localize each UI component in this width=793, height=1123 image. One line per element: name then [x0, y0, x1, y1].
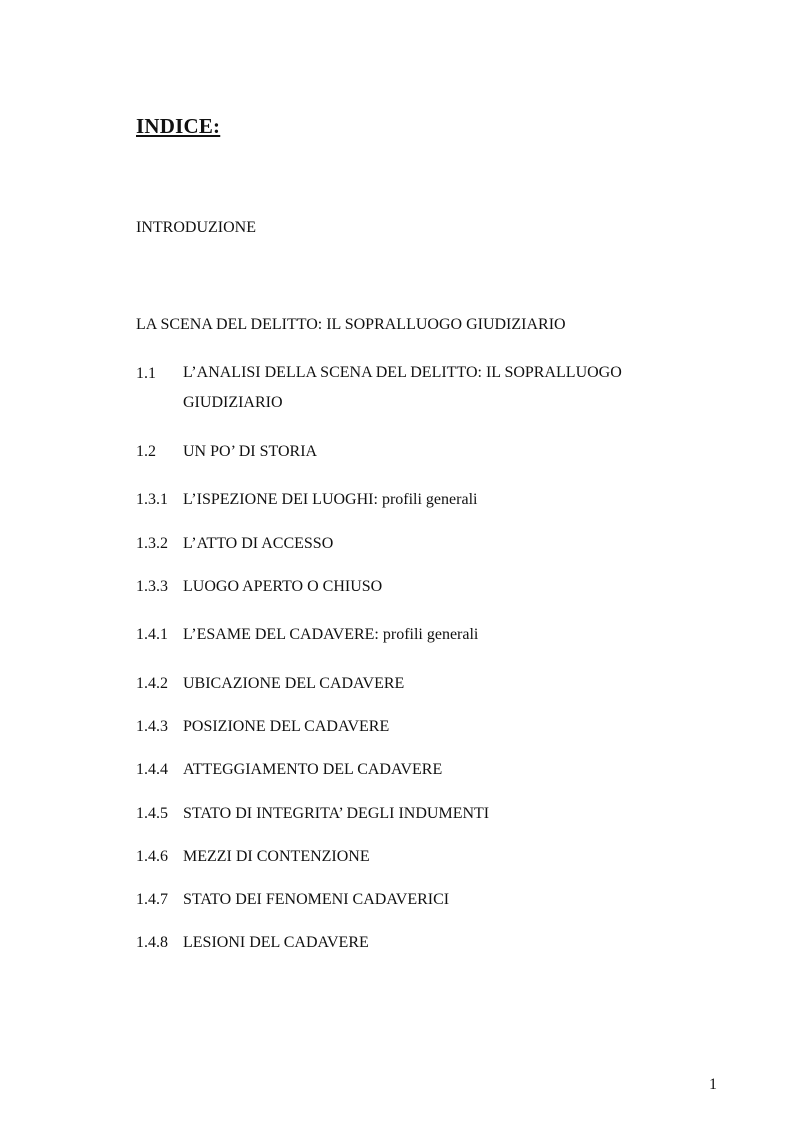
toc-entry-number: 1.3.2: [136, 535, 168, 552]
toc-entry-title: L’ISPEZIONE DEI LUOGHI: profili generali: [183, 491, 478, 508]
toc-entry-title: ATTEGGIAMENTO DEL CADAVERE: [183, 761, 443, 778]
toc-entry-number: 1.1: [136, 365, 156, 382]
toc-entry-number: 1.4.6: [136, 848, 168, 865]
toc-entry-number: 1.4.3: [136, 718, 168, 735]
toc-entry-title: UBICAZIONE DEL CADAVERE: [183, 675, 405, 692]
toc-entry-title-line2: GIUDIZIARIO: [183, 394, 283, 411]
toc-entry-number: 1.4.8: [136, 934, 168, 951]
toc-entry-title: UN PO’ DI STORIA: [183, 443, 318, 460]
toc-entry-title: STATO DI INTEGRITA’ DEGLI INDUMENTI: [183, 805, 490, 822]
page-number: 1: [709, 1076, 717, 1093]
toc-entry-number: 1.4.1: [136, 626, 168, 643]
toc-entry-number: 1.4.2: [136, 675, 168, 692]
toc-entry-number: 1.3.1: [136, 491, 168, 508]
toc-entry-title-line1: L’ANALISI DELLA SCENA DEL DELITTO: IL SOPRALLUOGO: [183, 364, 622, 381]
toc-entry-number: 1.4.7: [136, 891, 168, 908]
toc-entry-title: LESIONI DEL CADAVERE: [183, 934, 369, 951]
page-title: INDICE:: [136, 114, 221, 138]
toc-entry-number: 1.4.5: [136, 805, 168, 822]
toc-entry-title: L’ATTO DI ACCESSO: [183, 535, 334, 552]
toc-entry-number: 1.3.3: [136, 578, 168, 595]
toc-entry-title: MEZZI DI CONTENZIONE: [183, 848, 370, 865]
toc-entry-title: LUOGO APERTO O CHIUSO: [183, 578, 383, 595]
toc-introduction: INTRODUZIONE: [136, 219, 256, 236]
toc-entry-title: POSIZIONE DEL CADAVERE: [183, 718, 390, 735]
toc-entry-number: 1.2: [136, 443, 156, 460]
toc-entry-title: [183, 358, 622, 418]
toc-entry-title: L’ESAME DEL CADAVERE: profili generali: [183, 626, 479, 643]
toc-chapter-heading: LA SCENA DEL DELITTO: IL SOPRALLUOGO GIUDIZIARIO: [136, 316, 566, 333]
toc-entry-number: 1.4.4: [136, 761, 168, 778]
toc-entry-title: STATO DEI FENOMENI CADAVERICI: [183, 891, 450, 908]
